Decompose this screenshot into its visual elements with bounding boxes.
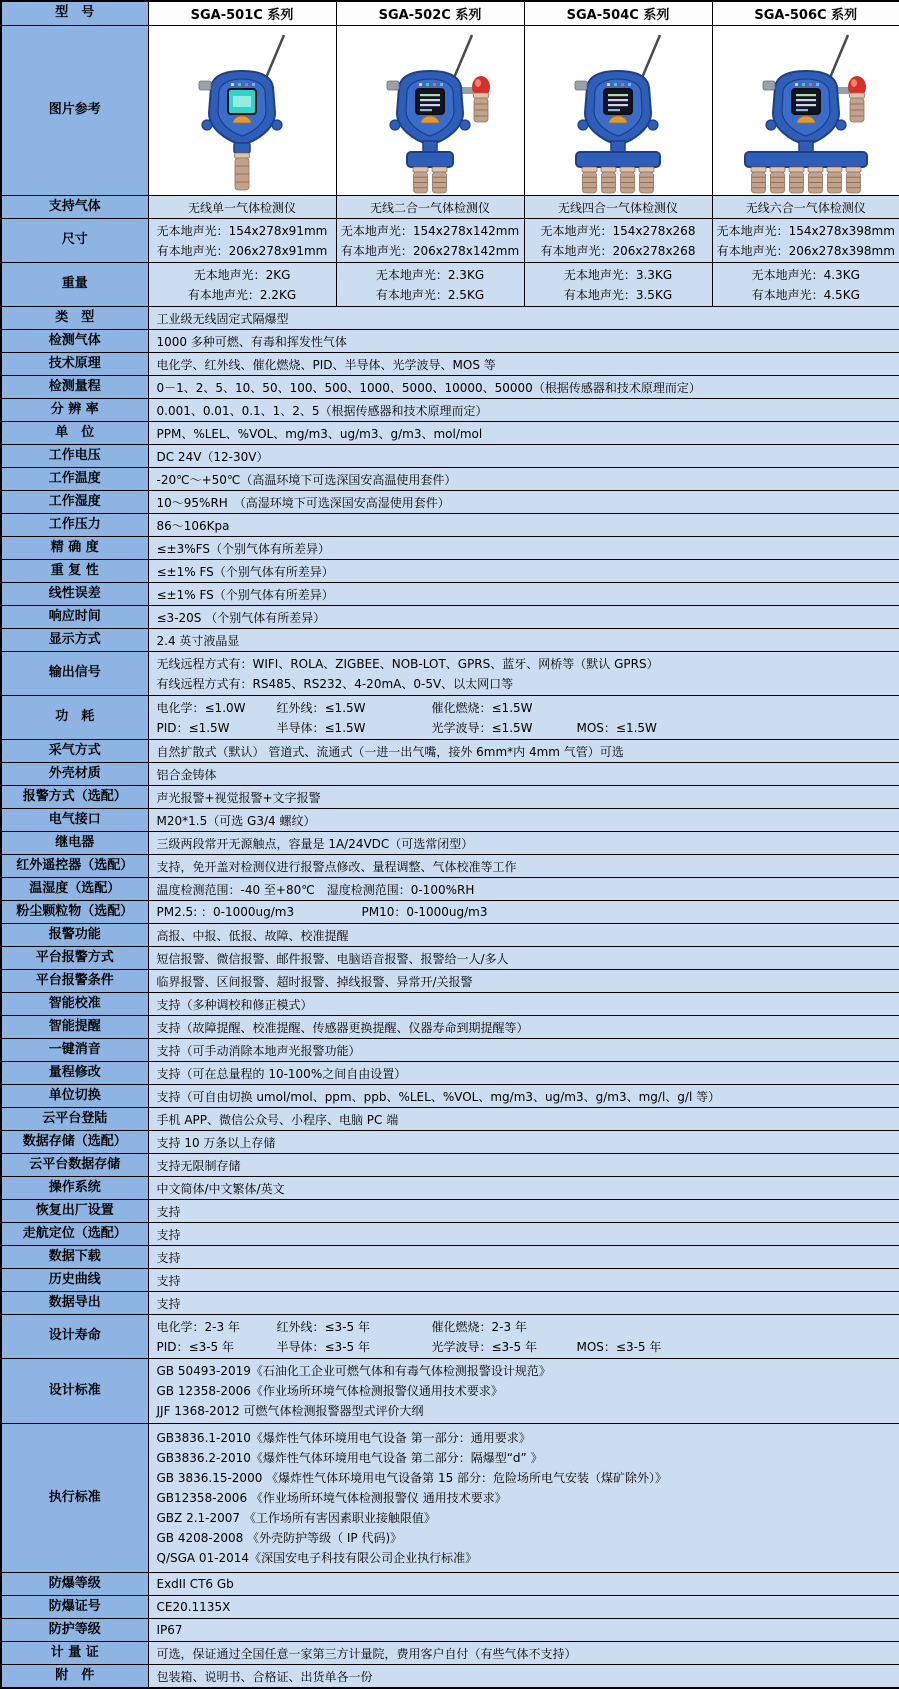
spec-value: 支持无限制存储 (148, 1154, 899, 1177)
spec-segment: 电化学：2-3 年 (156, 1319, 240, 1334)
spec-value: 支持 (148, 1292, 899, 1315)
spec-row-label: 工作电压 (1, 445, 148, 468)
spec-segment: 电化学：≤1.0W (156, 700, 246, 715)
spec-segment: 光学波导：≤1.5W (431, 720, 533, 735)
spec-segment: 半导体：≤1.5W (276, 720, 366, 735)
spec-row (1, 763, 899, 786)
spec-cell-line: 无本地声光：154x278x142mm (340, 223, 520, 238)
spec-value: 支持 (148, 1223, 899, 1246)
spec-row-label: 数据下载 (1, 1246, 148, 1269)
spec-value (148, 652, 899, 696)
spec-row (1, 219, 899, 263)
spec-row (1, 537, 899, 560)
spec-cell (336, 219, 524, 263)
spec-row-label: 显示方式 (1, 629, 148, 652)
model-header-sga-502c: SGA-502C 系列 (336, 1, 524, 26)
spec-segment: PID：≤3-5 年 (156, 1339, 234, 1354)
gas-detector-illustration (149, 29, 335, 195)
spec-row (1, 1131, 899, 1154)
spec-row (1, 901, 899, 924)
spec-value: 支持（多种调校和修正模式） (148, 993, 899, 1016)
spec-row-label: 报警方式（选配） (1, 786, 148, 809)
gas-detector-illustration (525, 29, 711, 195)
spec-row-label: 电气接口 (1, 809, 148, 832)
spec-value: 声光报警+视觉报警+文字报警 (148, 786, 899, 809)
spec-value: 电化学、红外线、催化燃烧、PID、半导体、光学波导、MOS 等 (148, 353, 899, 376)
spec-row-label: 工作压力 (1, 514, 148, 537)
model-header-label: 型 号 (1, 1, 148, 26)
spec-row (1, 330, 899, 353)
spec-value: DC 24V（12-30V） (148, 445, 899, 468)
spec-value: IP67 (148, 1619, 899, 1642)
spec-cell: 无线六合一气体检测仪 (712, 196, 899, 219)
device-image-cell (336, 26, 524, 196)
spec-cell-line: 有本地声光：2.2KG (187, 287, 297, 302)
spec-row-label: 分 辨 率 (1, 399, 148, 422)
spec-value (148, 696, 899, 740)
spec-row (1, 468, 899, 491)
model-header-sga-504c: SGA-504C 系列 (524, 1, 712, 26)
spec-value-line: GB3836.2-2010《爆炸性气体环境用电气设备 第二部分：隔爆型“d” 》 (156, 1451, 543, 1465)
spec-row-label: 工作湿度 (1, 491, 148, 514)
spec-cell-line: 无本地声光：154x278x398mm (716, 223, 895, 238)
spec-value: 0－1、2、5、10、50、100、500、1000、5000、10000、50000（根据传感器和技术原理而定） (148, 376, 899, 399)
spec-segment: PM2.5: ：0-1000ug/m3 (156, 905, 295, 919)
spec-row (1, 263, 899, 307)
spec-cell (712, 219, 899, 263)
image-row (1, 26, 899, 196)
spec-row-label: 温湿度（选配） (1, 878, 148, 901)
spec-row (1, 1200, 899, 1223)
spec-row-label: 检测气体 (1, 330, 148, 353)
spec-cell-line: 无本地声光：154x278x91mm (156, 223, 328, 238)
spec-segment: MOS：≤3-5 年 (576, 1339, 662, 1354)
spec-cell-line: 有本地声光：206x278x91mm (156, 243, 328, 258)
spec-row-label: 智能校准 (1, 993, 148, 1016)
spec-row-label: 采气方式 (1, 740, 148, 763)
gas-detector-illustration (337, 29, 523, 195)
spec-value: 支持 (148, 1246, 899, 1269)
spec-row-label: 历史曲线 (1, 1269, 148, 1292)
spec-value: CE20.1135X (148, 1596, 899, 1619)
spec-row (1, 560, 899, 583)
spec-value (148, 1315, 899, 1359)
spec-row (1, 1246, 899, 1269)
spec-row-label: 防爆证号 (1, 1596, 148, 1619)
spec-row (1, 1154, 899, 1177)
spec-row (1, 606, 899, 629)
spec-cell (336, 263, 524, 307)
spec-row-label: 智能提醒 (1, 1016, 148, 1039)
spec-row-label: 检测量程 (1, 376, 148, 399)
spec-row-label: 附 件 (1, 1665, 148, 1689)
spec-row-label: 粉尘颗粒物（选配） (1, 901, 148, 924)
spec-cell: 无线单一气体检测仪 (148, 196, 336, 219)
spec-value: 温度检测范围：-40 至+80℃ 湿度检测范围：0-100%RH (148, 878, 899, 901)
spec-value: 支持 (148, 1200, 899, 1223)
spec-value: 支持（故障提醒、校准提醒、传感器更换提醒、仪器寿命到期提醒等） (148, 1016, 899, 1039)
spec-row (1, 1223, 899, 1246)
spec-segment: 半导体：≤3-5 年 (276, 1339, 370, 1354)
spec-cell-line: 无本地声光：154x278x268 (540, 223, 696, 238)
spec-value: 10～95%RH （高湿环境下可选深国安高湿使用套件） (148, 491, 899, 514)
spec-value: 支持，免开盖对检测仪进行报警点修改、量程调整、气体校准等工作 (148, 855, 899, 878)
spec-value: ≤±1% FS（个别气体有所差异） (148, 583, 899, 606)
spec-cell (524, 263, 712, 307)
spec-value-line: JJF 1368-2012 可燃气体检测报警器型式评价大纲 (156, 1404, 424, 1418)
spec-value: 2.4 英寸液晶显 (148, 629, 899, 652)
spec-row (1, 740, 899, 763)
spec-row-label: 单位切换 (1, 1085, 148, 1108)
spec-row (1, 809, 899, 832)
device-image-cell (524, 26, 712, 196)
spec-row (1, 786, 899, 809)
spec-cell (148, 263, 336, 307)
spec-row (1, 376, 899, 399)
spec-segment: 催化燃烧：2-3 年 (431, 1319, 527, 1334)
spec-row (1, 1108, 899, 1131)
spec-row (1, 1665, 899, 1689)
spec-row (1, 652, 899, 696)
spec-cell-line: 无本地声光：2.3KG (375, 267, 485, 282)
spec-value: -20℃～+50℃（高温环境下可选深国安高温使用套件） (148, 468, 899, 491)
spec-value: 三级两段常开无源触点，容量是 1A/24VDC（可选常闭型） (148, 832, 899, 855)
spec-value: 包装箱、说明书、合格证、出货单各一份 (148, 1665, 899, 1689)
spec-segment: MOS：≤1.5W (576, 720, 657, 735)
spec-cell-line: 有本地声光：2.5KG (375, 287, 485, 302)
spec-value (148, 1359, 899, 1424)
spec-value-line: GBZ 2.1-2007 《工作场所有害因素职业接触限值》 (156, 1511, 436, 1525)
spec-row-label: 技术原理 (1, 353, 148, 376)
spec-row-label: 尺寸 (1, 219, 148, 263)
spec-row (1, 947, 899, 970)
spec-row (1, 1016, 899, 1039)
spec-value: 短信报警、微信报警、邮件报警、电脑语音报警、报警给一人/多人 (148, 947, 899, 970)
spec-row-label: 重 复 性 (1, 560, 148, 583)
spec-row (1, 1424, 899, 1573)
spec-row (1, 1619, 899, 1642)
spec-row-label: 执行标准 (1, 1424, 148, 1573)
spec-value: 自然扩散式（默认） 管道式、流通式（一进一出气嘴，接外 6mm*内 4mm 气管）可选 (148, 740, 899, 763)
device-image-cell (148, 26, 336, 196)
spec-value: ExdII CT6 Gb (148, 1573, 899, 1596)
spec-row-label: 操作系统 (1, 1177, 148, 1200)
spec-row-label: 平台报警方式 (1, 947, 148, 970)
model-header-sga-501c: SGA-501C 系列 (148, 1, 336, 26)
spec-cell-line: 有本地声光：4.5KG (751, 287, 860, 302)
spec-row (1, 353, 899, 376)
spec-value: M20*1.5（可选 G3/4 螺纹） (148, 809, 899, 832)
spec-row-label: 数据存储（选配） (1, 1131, 148, 1154)
spec-value: ≤3-20S （个别气体有所差异） (148, 606, 899, 629)
spec-row-label: 恢复出厂设置 (1, 1200, 148, 1223)
spec-cell (524, 219, 712, 263)
spec-row (1, 855, 899, 878)
spec-row-label: 云平台登陆 (1, 1108, 148, 1131)
spec-value-line: GB 12358-2006《作业场所环境气体检测报警仪通用技术要求》 (156, 1384, 503, 1398)
gas-detector-illustration (713, 29, 899, 195)
spec-value: 高报、中报、低报、故障、校准提醒 (148, 924, 899, 947)
spec-cell-line: 有本地声光：206x278x268 (540, 243, 696, 258)
spec-value-line: GB 50493-2019《石油化工企业可燃气体和有毒气体检测报警设计规范》 (156, 1364, 551, 1378)
spec-value: 支持 (148, 1269, 899, 1292)
spec-value-line: 无线远程方式有：WIFI、ROLA、ZIGBEE、NOB-LOT、GPRS、蓝牙、网桥等（默认 GPRS） (156, 656, 659, 671)
spec-row-label: 量程修改 (1, 1062, 148, 1085)
spec-row-label: 设计标准 (1, 1359, 148, 1424)
spec-row-label: 工作温度 (1, 468, 148, 491)
spec-row-label: 外壳材质 (1, 763, 148, 786)
spec-cell-line: 无本地声光：4.3KG (751, 267, 860, 282)
spec-row-label: 重量 (1, 263, 148, 307)
spec-value: 1000 多种可燃、有毒和挥发性气体 (148, 330, 899, 353)
spec-row (1, 196, 899, 219)
spec-row (1, 993, 899, 1016)
spec-cell: 无线二合一气体检测仪 (336, 196, 524, 219)
spec-value-line: Q/SGA 01-2014《深国安电子科技有限公司企业执行标准》 (156, 1551, 478, 1565)
spec-cell-line: 有本地声光：206x278x398mm (716, 243, 895, 258)
spec-row (1, 491, 899, 514)
spec-segment (577, 1317, 892, 1337)
spec-segment: 红外线：≤3-5 年 (276, 1319, 370, 1334)
spec-value: 86～106Kpa (148, 514, 899, 537)
spec-value: 支持（可在总量程的 10-100%之间自由设置） (148, 1062, 899, 1085)
spec-row-label: 报警功能 (1, 924, 148, 947)
spec-value: 临界报警、区间报警、超时报警、掉线报警、异常开/关报警 (148, 970, 899, 993)
spec-row-label: 走航定位（选配） (1, 1223, 148, 1246)
spec-row (1, 1642, 899, 1665)
spec-row (1, 1359, 899, 1424)
spec-segment: 催化燃烧：≤1.5W (431, 700, 533, 715)
spec-value (148, 901, 899, 924)
spec-value: 支持 10 万条以上存储 (148, 1131, 899, 1154)
spec-row (1, 307, 899, 330)
spec-row (1, 878, 899, 901)
spec-row (1, 1292, 899, 1315)
spec-row (1, 1596, 899, 1619)
spec-row (1, 1573, 899, 1596)
spec-value: 工业级无线固定式隔爆型 (148, 307, 899, 330)
spec-row-label: 功 耗 (1, 696, 148, 740)
model-header-sga-506c: SGA-506C 系列 (712, 1, 899, 26)
spec-segment (577, 698, 892, 718)
spec-row (1, 1269, 899, 1292)
spec-cell-line: 无本地声光：2KG (193, 267, 291, 282)
spec-row (1, 583, 899, 606)
spec-value (148, 1424, 899, 1573)
spec-row (1, 832, 899, 855)
spec-row-label: 防爆等级 (1, 1573, 148, 1596)
spec-value: 铝合金铸体 (148, 763, 899, 786)
spec-value-line: GB12358-2006 《作业场所环境气体检测报警仪 通用技术要求》 (156, 1491, 507, 1505)
spec-value: 支持（可自由切换 umol/mol、ppm、ppb、%LEL、%VOL、mg/m3、ug/m3、g/m3、mg/l、g/l 等） (148, 1085, 899, 1108)
spec-row-label: 云平台数据存储 (1, 1154, 148, 1177)
spec-cell-line: 无本地声光：3.3KG (563, 267, 673, 282)
spec-row-label: 输出信号 (1, 652, 148, 696)
spec-value-line: GB3836.1-2010《爆炸性气体环境用电气设备 第一部分：通用要求》 (156, 1431, 531, 1445)
device-image-cell (712, 26, 899, 196)
spec-row-label: 平台报警条件 (1, 970, 148, 993)
spec-cell (148, 219, 336, 263)
spec-row-label: 单 位 (1, 422, 148, 445)
model-header-row (1, 1, 899, 26)
spec-cell-line: 有本地声光：3.5KG (563, 287, 673, 302)
spec-row (1, 1085, 899, 1108)
spec-row (1, 1062, 899, 1085)
spec-row (1, 422, 899, 445)
spec-row (1, 514, 899, 537)
spec-row (1, 445, 899, 468)
image-row-label: 图片参考 (1, 26, 148, 196)
spec-row (1, 629, 899, 652)
spec-value-line: GB 4208-2008 《外壳防护等级（ IP 代码)》 (156, 1531, 403, 1545)
spec-row (1, 399, 899, 422)
spec-value-line: 有线远程方式有：RS485、RS232、4-20mA、0-5V、以太网口等 (156, 676, 514, 691)
spec-row-label: 类 型 (1, 307, 148, 330)
spec-row-label: 精 确 度 (1, 537, 148, 560)
spec-value: ≤±1% FS（个别气体有所差异） (148, 560, 899, 583)
spec-row (1, 1039, 899, 1062)
spec-row (1, 970, 899, 993)
spec-value: 0.001、0.01、0.1、1、2、5（根据传感器和技术原理而定） (148, 399, 899, 422)
spec-row-label: 继电器 (1, 832, 148, 855)
spec-row-label: 线性误差 (1, 583, 148, 606)
spec-row-label: 数据导出 (1, 1292, 148, 1315)
spec-segment: PM10：0-1000ug/m3 (361, 905, 488, 919)
spec-row (1, 696, 899, 740)
spec-row (1, 1315, 899, 1359)
spec-cell (712, 263, 899, 307)
spec-value: 支持（可手动消除本地声光报警功能） (148, 1039, 899, 1062)
spec-row (1, 1177, 899, 1200)
spec-segment: 光学波导：≤3-5 年 (431, 1339, 537, 1354)
spec-row-label: 支持气体 (1, 196, 148, 219)
spec-row-label: 红外遥控器（选配） (1, 855, 148, 878)
spec-value: PPM、%LEL、%VOL、mg/m3、ug/m3、g/m3、mol/mol (148, 422, 899, 445)
spec-segment: PID：≤1.5W (156, 720, 230, 735)
spec-row-label: 一键消音 (1, 1039, 148, 1062)
spec-cell-line: 有本地声光：206x278x142mm (340, 243, 520, 258)
spec-value: 可选，保证通过全国任意一家第三方计量院，费用客户自付（有些气体不支持） (148, 1642, 899, 1665)
spec-value-line: GB 3836.15-2000 《爆炸性气体环境用电气设备第 15 部分：危险场所电气安装（煤矿除外）》 (156, 1471, 668, 1485)
spec-row-label: 响应时间 (1, 606, 148, 629)
spec-segment: 红外线：≤1.5W (276, 700, 366, 715)
spec-cell: 无线四合一气体检测仪 (524, 196, 712, 219)
spec-value: 手机 APP、微信公众号、小程序、电脑 PC 端 (148, 1108, 899, 1131)
spec-value: 中文简体/中文繁体/英文 (148, 1177, 899, 1200)
spec-row-label: 计 量 证 (1, 1642, 148, 1665)
spec-value: ≤±3%FS（个别气体有所差异） (148, 537, 899, 560)
spec-row-label: 设计寿命 (1, 1315, 148, 1359)
spec-row (1, 924, 899, 947)
spec-row-label: 防护等级 (1, 1619, 148, 1642)
